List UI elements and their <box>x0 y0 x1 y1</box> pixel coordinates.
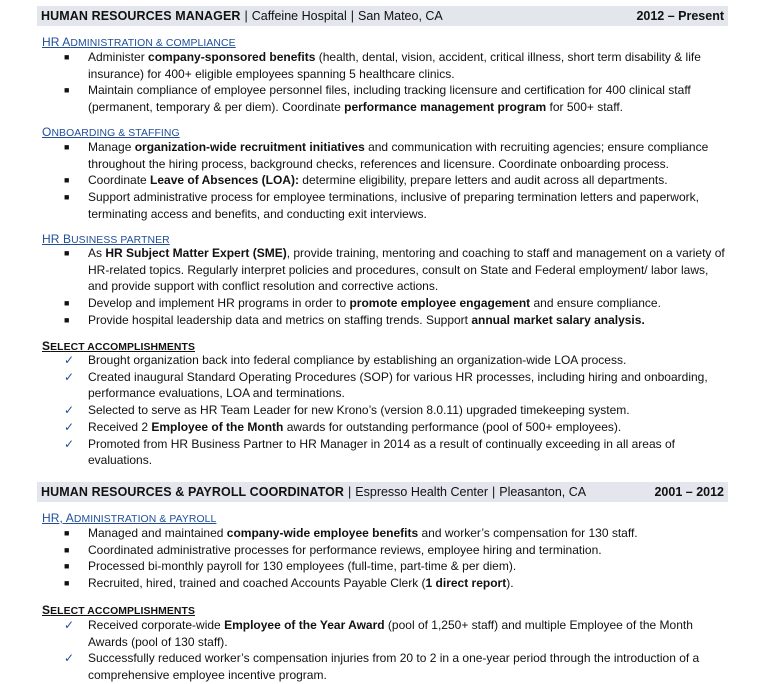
check-mark-icon: ✓ <box>64 651 75 666</box>
check-mark-icon: ✓ <box>64 369 75 384</box>
check-mark-icon: ✓ <box>64 419 75 434</box>
square-bullet-icon: ■ <box>64 578 70 589</box>
separator: | <box>348 485 352 499</box>
accomplishment-item: ✓ Brought organization back into federal compliance by establishing an organization-wide LOA process. <box>64 353 627 367</box>
check-list <box>0 617 767 684</box>
job-dates: 2012 – Present <box>636 9 724 23</box>
list-item: ■ Develop and implement HR programs in order to promote employee engagement and ensure compliance. <box>64 296 661 311</box>
list-item: ■ Managed and maintained company-wide employee benefits and worker’s compensation for 130 staff. <box>64 526 638 540</box>
square-bullet-icon: ■ <box>64 528 70 538</box>
square-bullet-icon: ■ <box>64 561 70 572</box>
square-bullet-icon: ■ <box>64 314 70 325</box>
separator: | <box>244 9 248 23</box>
square-bullet-icon: ■ <box>64 544 70 555</box>
bullet-list <box>0 139 767 223</box>
list-item: ■ Provide hospital leadership data and metrics on staffing trends. Support annual market salary analysis. <box>64 312 645 327</box>
section-heading: HR, ADMINISTRATION & PAYROLL <box>42 511 217 525</box>
accomplishment-item: ✓ Received 2 Employee of the Month awards for outstanding performance (pool of 500+ employees). <box>64 419 622 434</box>
bullet-list <box>0 525 767 592</box>
section-heading: ONBOARDING & STAFFING <box>42 125 180 139</box>
check-mark-icon: ✓ <box>64 436 75 451</box>
list-item: ■ Manage organization-wide recruitment initiatives and communication with recruiting agencies; ensure compliance throughout the hiring process, background checks, references and licensure. Coordinate onboarding process. <box>64 140 709 171</box>
square-bullet-icon: ■ <box>64 298 70 309</box>
separator: | <box>491 485 496 499</box>
list-item: ■ Recruited, hired, trained and coached Accounts Payable Clerk (1 direct report). <box>64 576 514 591</box>
check-mark-icon: ✓ <box>64 618 75 632</box>
section-heading: SELECT ACCOMPLISHMENTS <box>42 339 195 353</box>
square-bullet-icon: ■ <box>64 248 70 258</box>
company-name: Espresso Health Center <box>355 485 488 499</box>
section-heading: SELECT ACCOMPLISHMENTS <box>42 603 195 617</box>
list-item: ■ Administer company-sponsored benefits (health, dental, vision, accident, critical illness, short term disability & life insurance) for 400+ eligible employees spanning 5 healthcare clinics. <box>64 50 701 81</box>
job-location: San Mateo, CA <box>358 9 443 23</box>
check-list <box>0 352 767 469</box>
square-bullet-icon: ■ <box>64 175 70 186</box>
job-title: HUMAN RESOURCES MANAGER <box>41 9 241 23</box>
bullet-list <box>0 49 767 116</box>
check-mark-icon: ✓ <box>64 403 75 418</box>
check-mark-icon: ✓ <box>64 353 75 367</box>
bullet-list <box>0 245 767 329</box>
list-item: ■ Processed bi-monthly payroll for 130 employees (full-time, part-time & per diem). <box>64 559 517 574</box>
accomplishment-item: ✓ Promoted from HR Business Partner to HR Manager in 2014 as a result of continually exceeding in all areas of evaluations. <box>64 436 675 468</box>
job-header-2 <box>37 482 728 502</box>
square-bullet-icon: ■ <box>64 52 70 62</box>
section-heading: HR BUSINESS PARTNER <box>42 232 170 246</box>
list-item: ■ Support administrative process for employee terminations, inclusive of preparing termination letters and paperwork, terminating access and benefits, and conducting exit interviews. <box>64 190 699 221</box>
list-item: ■ Maintain compliance of employee personnel files, including tracking licensure and certification for 400 clinical staff (permanent, temporary & per diem). Coordinate performance management program for 500+ staff. <box>64 83 691 115</box>
square-bullet-icon: ■ <box>64 142 70 152</box>
company-name: Caffeine Hospital <box>251 9 347 23</box>
accomplishment-item: ✓ Created inaugural Standard Operating Procedures (SOP) for various HR processes, including hiring and onboarding, performance evaluations, LOA and terminations. <box>64 369 708 401</box>
job-dates: 2001 – 2012 <box>654 485 724 499</box>
accomplishment-item: ✓ Successfully reduced worker’s compensation injuries from 20 to 2 in a one-year period through the introduction of a comprehensive employee incentive program. <box>64 651 700 683</box>
job-title: HUMAN RESOURCES & PAYROLL COORDINATOR <box>41 485 345 499</box>
section-heading: HR ADMINISTRATION & COMPLIANCE <box>42 35 236 49</box>
job-location: Pleasanton, CA <box>499 485 587 499</box>
square-bullet-icon: ■ <box>64 192 70 203</box>
list-item: ■ Coordinate Leave of Absences (LOA): determine eligibility, prepare letters and audit across all departments. <box>64 173 668 188</box>
separator: | <box>350 9 354 23</box>
job-header-1 <box>37 6 728 26</box>
accomplishment-item: ✓ Selected to serve as HR Team Leader for new Krono’s (version 8.0.11) upgraded timekeeping system. <box>64 403 630 418</box>
square-bullet-icon: ■ <box>64 85 70 96</box>
accomplishment-item: ✓ Received corporate-wide Employee of the Year Award (pool of 1,250+ staff) and multiple Employee of the Month Awards (pool of 130 staff). <box>64 618 693 649</box>
list-item: ■ Coordinated administrative processes for performance reviews, employee hiring and termination. <box>64 542 602 557</box>
list-item: ■ As HR Subject Matter Expert (SME), provide training, mentoring and coaching to staff and management on a variety of HR-related topics. Regularly interpret policies and procedures, consult on State and Federal employment/ labor laws, and provide support with conflict resolution and corrective actions. <box>64 246 725 294</box>
